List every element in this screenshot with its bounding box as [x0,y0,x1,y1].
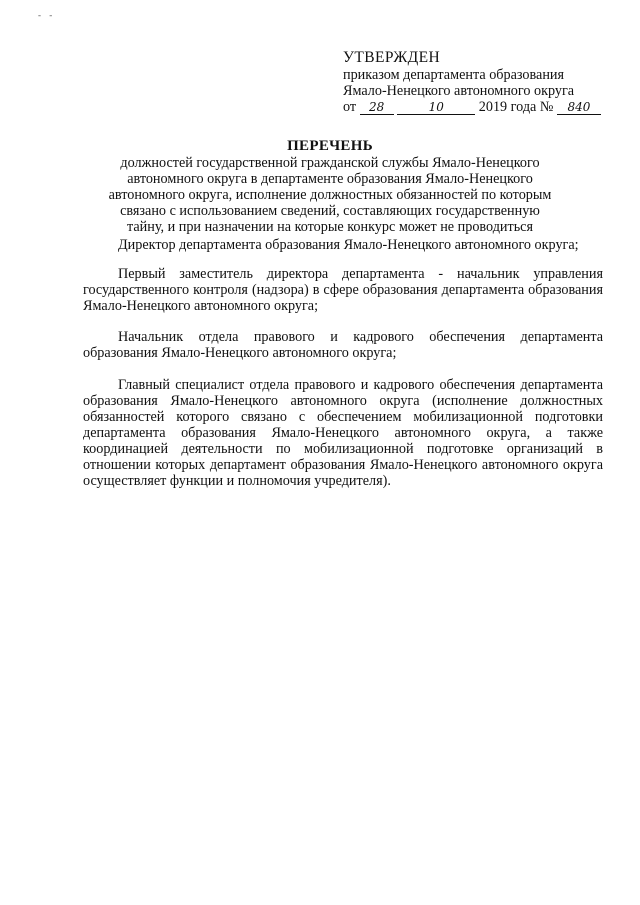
position-item: Первый заместитель директора департамента - начальник управления государственного контроля (надзора) в сфере образования департамента образования Ямало-Ненецкого автономного округа; [83,266,603,314]
position-item: Начальник отдела правового и кадрового обеспечения департамента образования Ямало-Ненецкого автономного округа; [83,329,603,361]
approval-title: УТВЕРЖДЕН [343,49,441,66]
order-day: 28 [360,101,394,115]
approval-line-2: Ямало-Ненецкого автономного округа [343,83,575,99]
order-month: 10 [397,101,475,115]
approval-order-line [343,99,613,115]
approval-line-1: приказом департамента образования [343,67,565,83]
order-year: 2019 года № [478,99,554,115]
order-number: 840 [557,101,601,115]
order-prefix: от [343,99,357,115]
approval-block [343,50,613,115]
position-item: Директор департамента образования Ямало-Ненецкого автономного округа; [118,237,579,253]
positions-list [83,237,603,489]
document-title: ПЕРЕЧЕНЬ [287,138,373,154]
corner-mark: - - [38,10,56,20]
position-item: Главный специалист отдела правового и кадрового обеспечения департамента образования Ямало-Ненецкого автономного округа (исполнение должностных обязанностей которого связано с обеспечением мобилизационной подготовки департамента образования Ямало-Ненецкого автономного округа, а также координацией деятельности по мобилизационной подготовке организаций в отношении которых департамент образования Ямало-Ненецкого автономного округа осуществляет функции и полномочия учредителя). [83,377,603,489]
document-subtitle: должностей государственной гражданской службы Ямало-Ненецкого автономного округа в департаменте образования Ямало-Ненецкого автономного округа, исполнение должностных обязанностей по которым связано с использованием сведений, составляющих государственную тайну, и при назначении на которые конкурс может не проводиться [108,155,552,235]
document-heading [100,138,560,235]
